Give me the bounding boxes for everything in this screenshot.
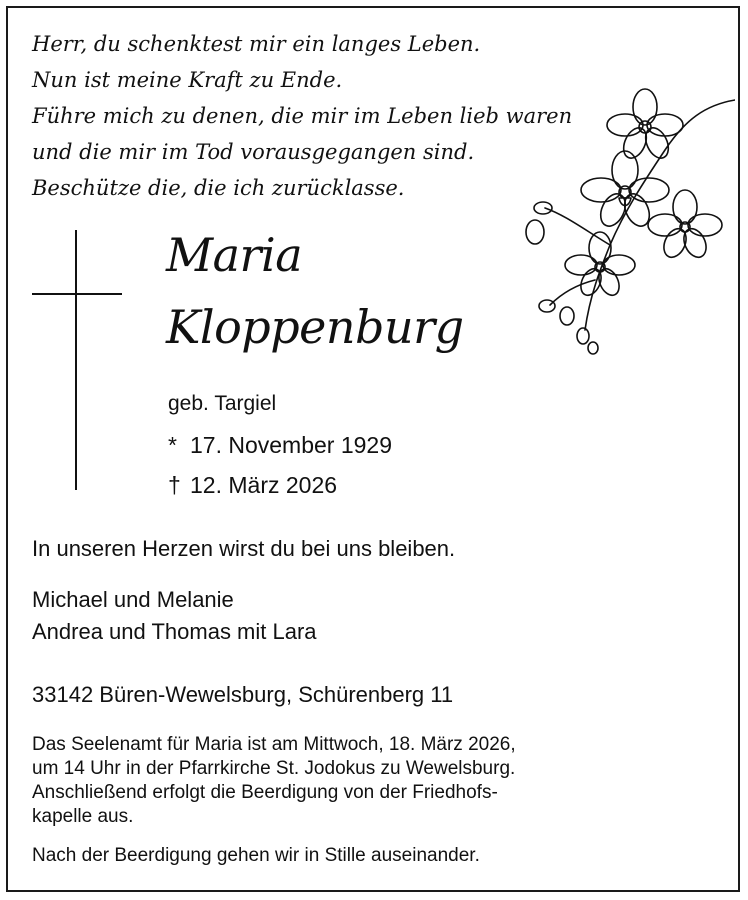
closing-line: Nach der Beerdigung gehen wir in Stille auseinander. — [32, 845, 480, 866]
cross-icon-bar — [32, 293, 122, 295]
last-name: Kloppenburg — [166, 300, 464, 354]
service-info — [32, 733, 516, 829]
cross-icon — [75, 230, 77, 490]
family-member: Michael und Melanie — [32, 587, 234, 612]
family-list — [32, 584, 317, 648]
verse-line: Beschütze die, die ich zurücklasse. — [32, 176, 405, 200]
memory-line: In unseren Herzen wirst du bei uns bleiben. — [32, 536, 456, 561]
service-line: kapelle aus. — [32, 806, 134, 827]
first-name: Maria — [166, 228, 303, 282]
birth-date: 17. November 1929 — [190, 432, 393, 458]
born-name: geb. Targiel — [168, 392, 277, 415]
service-line: Anschließend erfolgt die Beerdigung von der Friedhofs- — [32, 782, 498, 803]
verse-line: Führe mich zu denen, die mir im Leben lieb waren — [32, 104, 573, 128]
address: 33142 Büren-Wewelsburg, Schürenberg 11 — [32, 682, 454, 707]
death-line — [168, 472, 337, 499]
death-date: 12. März 2026 — [190, 472, 338, 498]
birth-line — [168, 432, 392, 459]
verse-line: Nun ist meine Kraft zu Ende. — [32, 68, 343, 92]
death-symbol: † — [168, 472, 181, 498]
family-member: Andrea und Thomas mit Lara — [32, 619, 317, 644]
verse-line: und die mir im Tod vorausgegangen sind. — [32, 140, 475, 164]
service-line: Das Seelenamt für Maria ist am Mittwoch, 18. März 2026, — [32, 734, 516, 755]
verse — [32, 26, 572, 206]
service-line: um 14 Uhr in der Pfarrkirche St. Jodokus zu Wewelsburg. — [32, 758, 516, 779]
verse-line: Herr, du schenktest mir ein langes Leben. — [32, 32, 481, 56]
birth-symbol: * — [168, 432, 177, 458]
orchid-illustration — [505, 80, 735, 370]
